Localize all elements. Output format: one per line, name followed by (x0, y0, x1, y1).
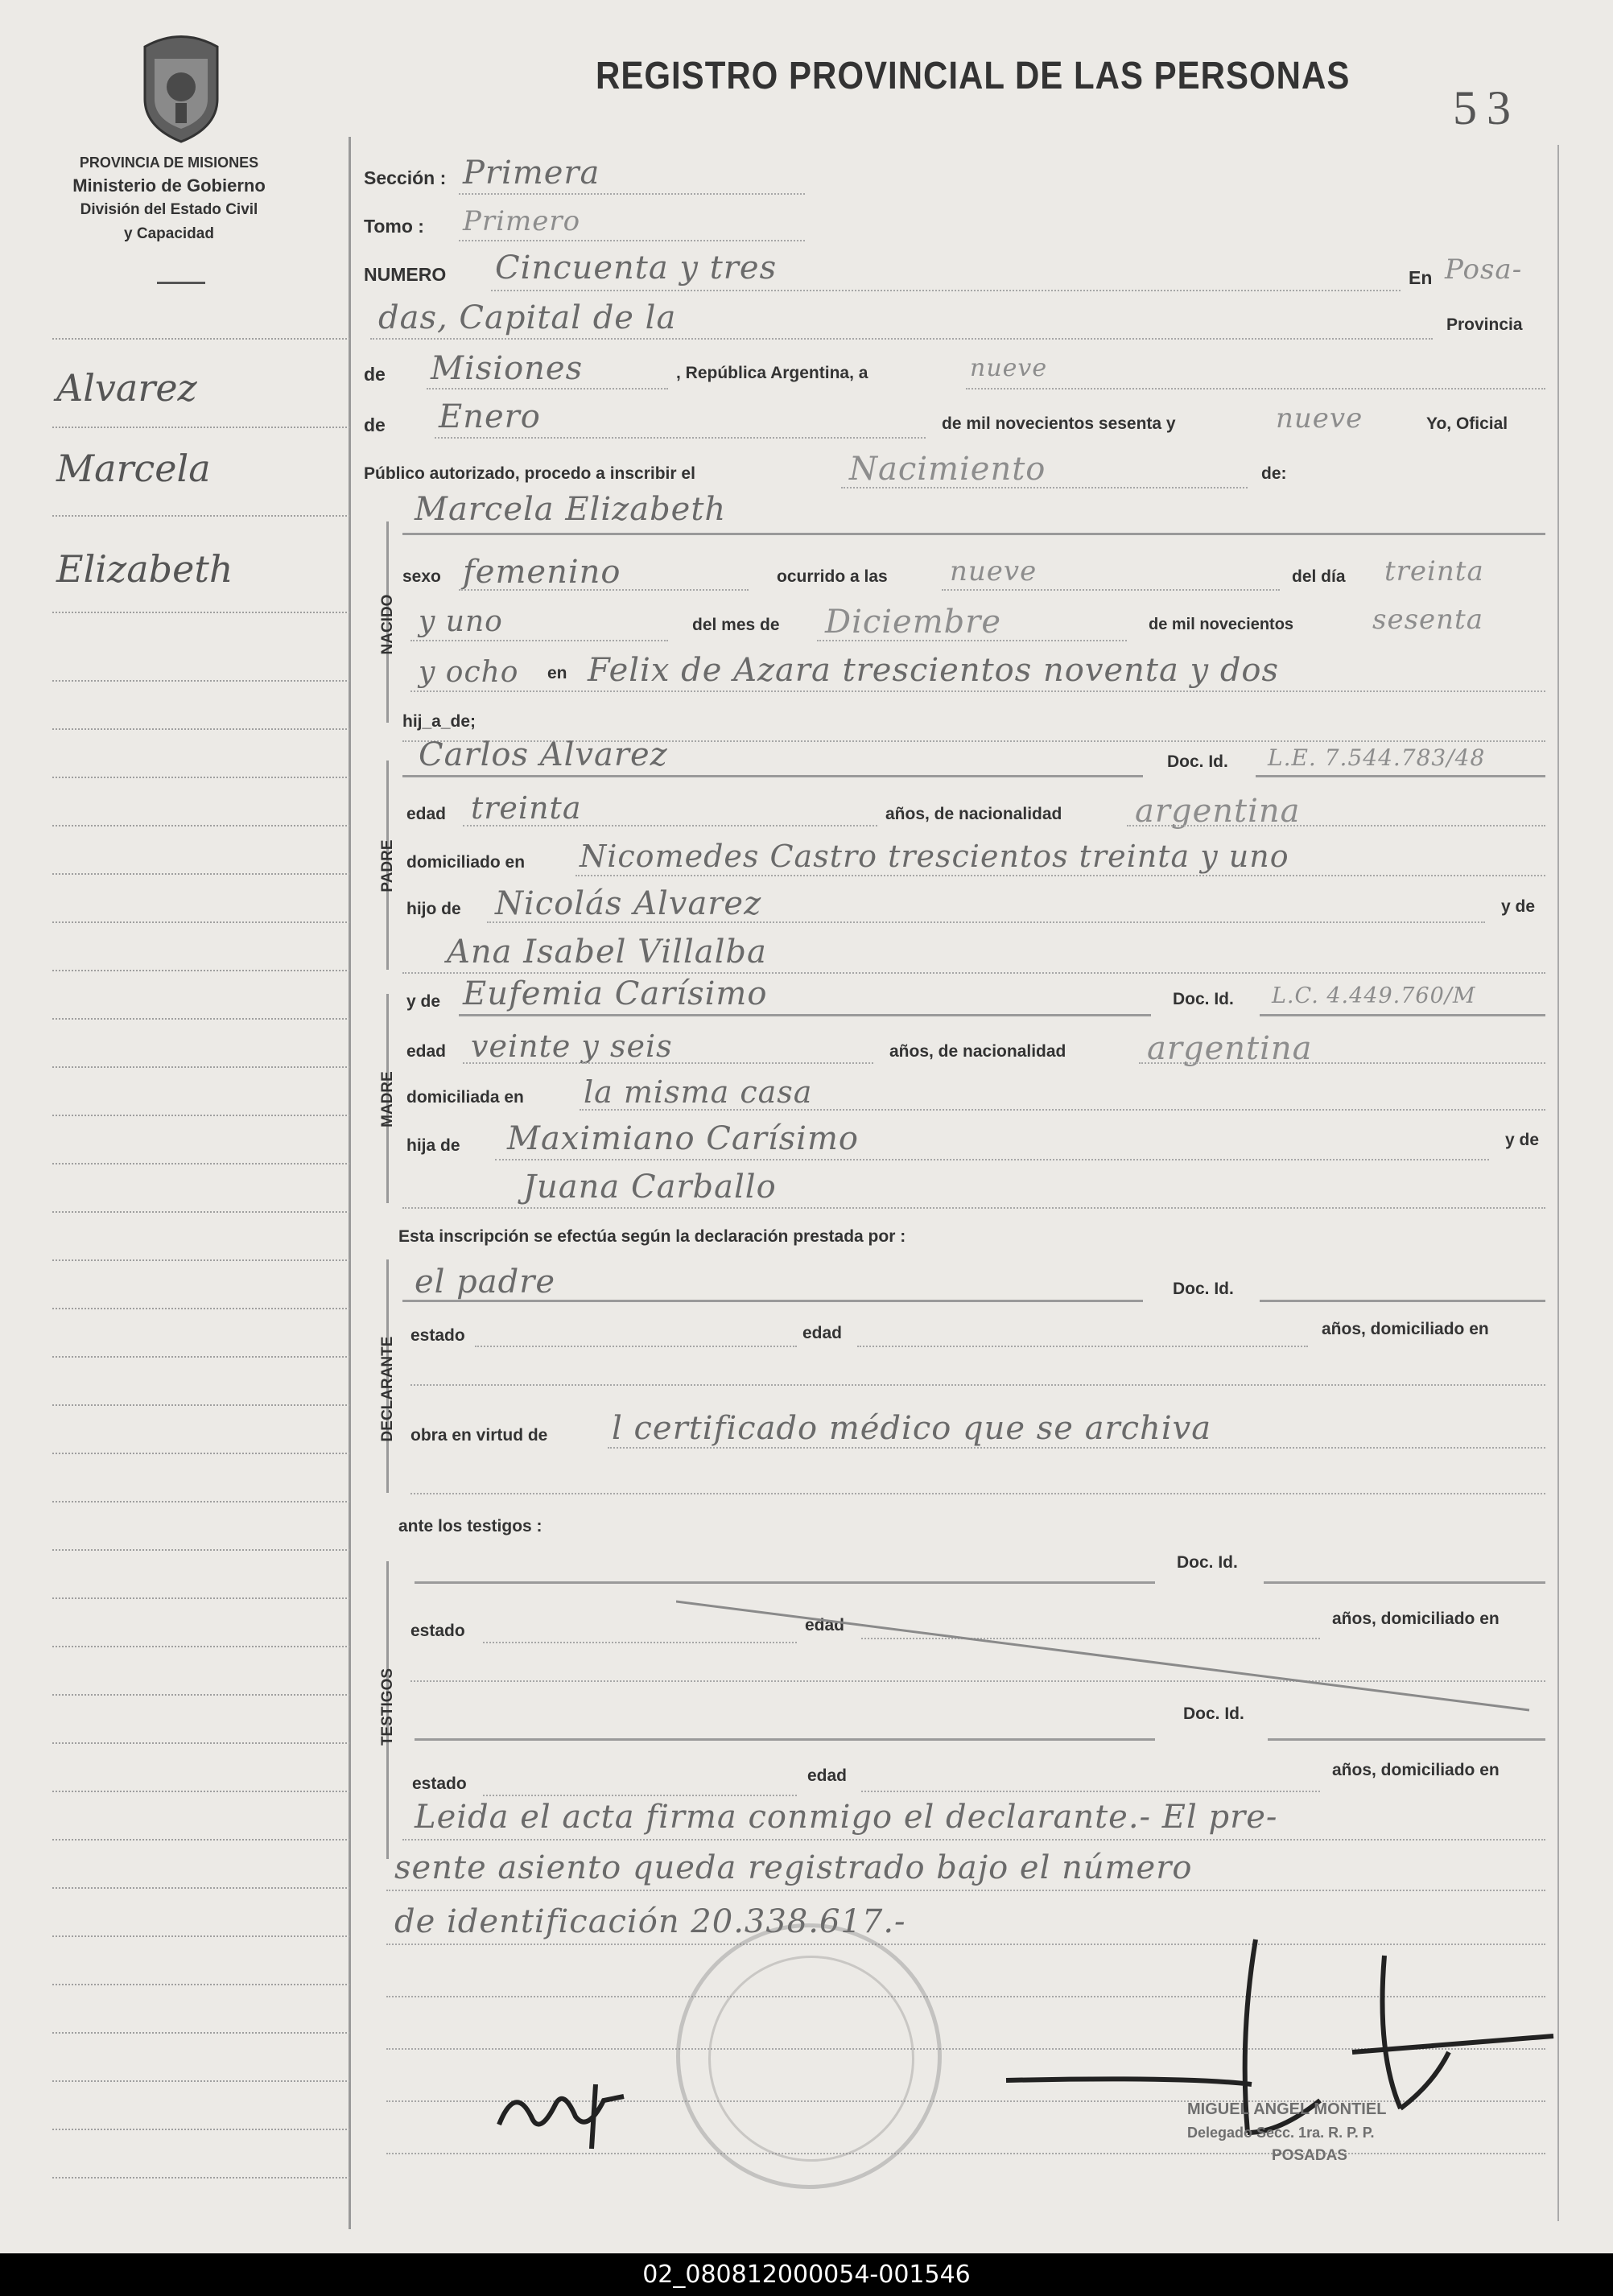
madre-edad-value: veinte y seis (471, 1028, 673, 1064)
nacido-section-label: NACIDO (379, 594, 396, 655)
en-label: En (1409, 267, 1433, 288)
testigo2-domicilio-label: años, domiciliado en (1332, 1761, 1500, 1779)
page-right-border (1557, 145, 1559, 2221)
declarante-edad-label: edad (802, 1324, 843, 1342)
margin-rule (52, 1453, 350, 1454)
dia-value: treinta (1384, 555, 1484, 587)
padre-y-de-label: y de (1501, 897, 1536, 916)
margin-rule (52, 515, 350, 517)
seccion-value: Primera (463, 155, 600, 192)
margin-rule (52, 2177, 350, 2179)
declarante-name: el padre (415, 1263, 556, 1301)
padre-name-line (402, 775, 1143, 777)
testigos-intro-label: ante los testigos : (398, 1517, 542, 1535)
padre-doc-line (1256, 775, 1545, 777)
margin-rule (52, 1694, 350, 1696)
testigo1-estado-label: estado (410, 1622, 465, 1640)
declaracion-intro-label: Esta inscripción se efectúa según la declaración prestada por : (398, 1227, 906, 1246)
margin-rule (52, 1308, 350, 1309)
padre-domicilio-line (575, 875, 1545, 876)
padre-nacionalidad-line (1127, 825, 1545, 826)
margin-rule (52, 680, 350, 682)
declarante-name-line (402, 1300, 1143, 1302)
ministry-divider (157, 282, 205, 284)
division-name: División del Estado Civil (80, 201, 258, 218)
closing-line-1: Leida el acta firma conmigo el declarante.- El pre- (415, 1799, 1278, 1836)
republica-label: , República Argentina, a (676, 364, 868, 382)
margin-rule (52, 873, 350, 875)
margin-divider (349, 137, 351, 2229)
declarante-doc-line (1260, 1300, 1545, 1302)
del-mes-label: del mes de (692, 616, 780, 634)
mil-novecientos-label: de mil novecientos (1149, 616, 1294, 633)
testigo2-edad-label: edad (807, 1766, 848, 1785)
padre-mother-line (402, 972, 1545, 974)
hora-line (942, 589, 1280, 591)
madre-domicilio-line (580, 1109, 1545, 1111)
en-value: Posa- (1445, 254, 1523, 286)
testigo2-doc-label: Doc. Id. (1183, 1704, 1244, 1723)
month-line (435, 437, 926, 439)
margin-rule (52, 1984, 350, 1985)
declarant-signature (483, 2060, 644, 2157)
lugar-value: Felix de Azara trescientos noventa y dos (588, 652, 1280, 689)
madre-father-line (495, 1159, 1489, 1160)
margin-rule (52, 1501, 350, 1502)
padre-nacionalidad-value: argentina (1135, 793, 1301, 830)
margin-rule (52, 1791, 350, 1792)
month-value: Enero (439, 398, 541, 435)
madre-name-line (459, 1014, 1151, 1016)
mes-line (817, 640, 1127, 641)
sexo-value: femenino (463, 554, 621, 591)
margin-rule (52, 825, 350, 826)
margin-rule (52, 728, 350, 730)
city-line (370, 338, 1433, 340)
declarante-doc-label: Doc. Id. (1173, 1280, 1234, 1298)
madre-edad-label: edad (406, 1042, 447, 1061)
testigo1-doc-label: Doc. Id. (1177, 1553, 1238, 1572)
padre-domicilio-value: Nicomedes Castro trescientos treinta y uno (580, 839, 1289, 874)
margin-rule (52, 427, 350, 428)
testigo1-name-line (415, 1581, 1155, 1584)
testigo2-estado-label: estado (412, 1775, 467, 1793)
declarante-domicilio-line (410, 1384, 1545, 1386)
padre-section-label: PADRE (379, 839, 396, 892)
margin-rule (52, 1115, 350, 1116)
provincia-label: Provincia (1446, 315, 1523, 334)
de-label: de (364, 364, 386, 385)
margin-rule (52, 1018, 350, 1020)
declarante-domicilio-label: años, domiciliado en (1322, 1320, 1489, 1338)
numero-value: Cincuenta y tres (495, 249, 778, 286)
madre-father-value: Maximiano Carísimo (507, 1120, 859, 1157)
province-line (427, 388, 668, 390)
testigo2-estado-line (483, 1795, 797, 1796)
margin-rule (52, 1259, 350, 1261)
closing-line-2: sente asiento queda registrado bajo el número (394, 1849, 1193, 1886)
declarante-blank-line (410, 1493, 1545, 1494)
sexo-label: sexo (402, 567, 441, 586)
dia-value-2: y uno (419, 605, 503, 638)
margin-rule (52, 1742, 350, 1744)
margin-rule (52, 338, 350, 340)
closing-rule-1 (402, 1839, 1545, 1841)
padre-father-line (487, 921, 1485, 923)
file-id-bar: 02_080812000054-001546 (0, 2253, 1613, 2296)
padre-edad-line (463, 825, 877, 826)
margin-rule (52, 612, 350, 613)
numero-line (491, 290, 1401, 291)
ministry-name: Ministerio de Gobierno (72, 175, 266, 196)
seccion-label: Sección : (364, 167, 447, 188)
province-name: PROVINCIA DE MISIONES (79, 155, 259, 171)
declarante-section-label: DECLARANTE (379, 1336, 396, 1442)
madre-y-de-label: y de (406, 992, 441, 1011)
stamp-city: POSADAS (1272, 2147, 1347, 2164)
testigo1-doc-line (1264, 1581, 1545, 1584)
margin-rule (52, 2129, 350, 2130)
madre-nacionalidad-line (1139, 1062, 1545, 1064)
day-value: nueve (970, 354, 1048, 382)
stamp-name: MIGUEL ANGEL MONTIEL (1187, 2100, 1387, 2118)
void-strike-line (676, 1593, 1545, 1722)
margin-rule (52, 1887, 350, 1889)
tomo-line (459, 240, 805, 241)
margin-rule (52, 2080, 350, 2082)
margin-rule (52, 1839, 350, 1841)
publico-label: Público autorizado, procedo a inscribir el (364, 464, 695, 483)
obra-value: l certificado médico que se archiva (612, 1410, 1212, 1447)
testigo1-edad-label: edad (805, 1616, 845, 1634)
testigo2-edad-line (861, 1791, 1320, 1792)
madre-mother-line (402, 1207, 1545, 1209)
madre-doc-value: L.C. 4.449.760/M (1272, 983, 1476, 1008)
padre-edad-label: edad (406, 805, 447, 823)
padre-name: Carlos Alvarez (419, 736, 668, 773)
stamp-role: Delegado Secc. 1ra. R. P. P. (1187, 2125, 1375, 2141)
declarante-estado-label: estado (410, 1326, 465, 1345)
madre-section-label: MADRE (379, 1071, 396, 1127)
margin-rule (52, 1163, 350, 1164)
margin-rule (52, 1597, 350, 1599)
margin-rule (52, 1066, 350, 1068)
de-label-3: de: (1261, 464, 1287, 483)
numero-label: NUMERO (364, 264, 447, 285)
tomo-value: Primero (463, 205, 581, 237)
madre-nacionalidad-value: argentina (1147, 1030, 1313, 1067)
margin-rule (52, 1404, 350, 1406)
officer-label: Yo, Oficial (1426, 414, 1508, 433)
closing-rule-2 (386, 1890, 1545, 1891)
margin-middle-name: Elizabeth (56, 547, 233, 591)
division-name-2: y Capacidad (124, 225, 214, 242)
obra-label: obra en virtud de (410, 1426, 548, 1445)
margin-rule (52, 1935, 350, 1937)
nacido-name: Marcela Elizabeth (415, 491, 727, 528)
madre-edad-line (463, 1062, 873, 1064)
testigos-section-label: TESTIGOS (379, 1667, 396, 1746)
act-value: Nacimiento (849, 451, 1046, 488)
seccion-line (459, 193, 805, 195)
margin-first-name: Marcela (56, 447, 211, 490)
del-dia-label: del día (1292, 567, 1346, 586)
sexo-line (459, 589, 749, 591)
closing-line-3: de identificación 20.338.617.- (394, 1903, 906, 1940)
margin-rule (52, 1549, 350, 1551)
madre-y-de-label-2: y de (1505, 1131, 1540, 1149)
padre-edad-value: treinta (471, 790, 582, 826)
margin-rule (52, 1356, 350, 1358)
margin-rule (52, 970, 350, 971)
margin-surname: Alvarez (56, 366, 197, 410)
padre-father-value: Nicolás Alvarez (495, 885, 762, 922)
testigo2-doc-line (1268, 1738, 1545, 1741)
lugar-line (410, 690, 1545, 692)
de-label-2: de (364, 414, 386, 435)
margin-rule (52, 1646, 350, 1647)
act-line (841, 487, 1248, 488)
madre-domicilio-label: domiciliada en (406, 1088, 524, 1107)
margin-rule (52, 777, 350, 778)
year-label: de mil novecientos sesenta y (942, 414, 1176, 433)
testigo2-name-line (415, 1738, 1155, 1741)
province-value: Misiones (431, 350, 584, 387)
margin-rule (52, 2032, 350, 2034)
madre-name: Eufemia Carísimo (463, 975, 768, 1012)
madre-hija-de-label: hija de (406, 1136, 460, 1155)
day-line (966, 388, 1545, 390)
padre-doc-label: Doc. Id. (1167, 752, 1228, 771)
nacido-name-line (402, 533, 1545, 535)
madre-doc-line (1260, 1014, 1545, 1016)
hijo-label: hij_a_de; (402, 712, 476, 731)
anio-value-2: y ocho (419, 656, 519, 689)
ocurrido-label: ocurrido a las (777, 567, 888, 586)
city-value: das, Capital de la (378, 299, 677, 336)
declarante-edad-line (857, 1346, 1308, 1347)
padre-domicilio-label: domiciliado en (406, 853, 526, 872)
official-seal-icon (676, 1923, 942, 2189)
nacido-en-label: en (547, 664, 567, 682)
madre-mother-value: Juana Carballo (523, 1169, 777, 1206)
padre-hijo-de-label: hijo de (406, 900, 461, 918)
year-value: nueve (1276, 402, 1363, 435)
dia-line (410, 640, 668, 641)
padre-doc-value: L.E. 7.544.783/48 (1268, 744, 1486, 771)
testigo1-domicilio-label: años, domiciliado en (1332, 1610, 1500, 1628)
page-title: REGISTRO PROVINCIAL DE LAS PERSONAS (596, 53, 1351, 97)
page-number: 53 (1453, 81, 1520, 134)
anio-value: sesenta (1372, 604, 1483, 636)
declarante-estado-line (475, 1346, 797, 1347)
mes-value: Diciembre (825, 604, 1002, 641)
margin-rule (52, 921, 350, 923)
tomo-label: Tomo : (364, 216, 424, 237)
margin-rule (52, 1211, 350, 1213)
coat-of-arms-icon (137, 31, 225, 143)
padre-mother-value: Ana Isabel Villalba (447, 934, 767, 971)
madre-nacionalidad-label: años, de nacionalidad (889, 1042, 1066, 1061)
madre-doc-label: Doc. Id. (1173, 990, 1234, 1008)
madre-domicilio-value: la misma casa (584, 1074, 813, 1110)
padre-nacionalidad-label: años, de nacionalidad (885, 805, 1062, 823)
hora-value: nueve (950, 555, 1038, 587)
obra-line (608, 1447, 1545, 1449)
